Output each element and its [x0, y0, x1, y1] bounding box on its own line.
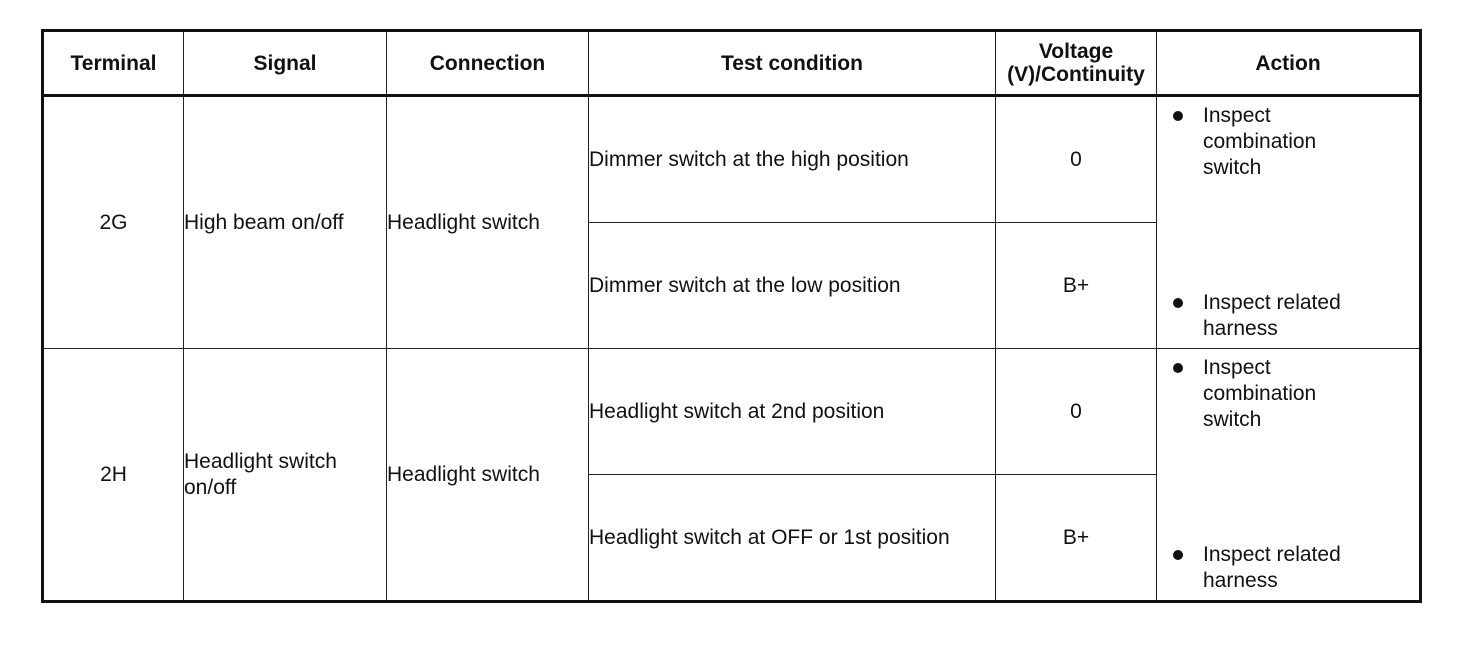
signal-cell: Headlight switch on/off	[184, 349, 387, 602]
test-condition-cell: Headlight switch at 2nd position	[589, 349, 996, 475]
action-text: Inspect combination switch	[1203, 104, 1317, 179]
header-signal: Signal	[184, 31, 387, 96]
action-text: Inspect combination switch	[1203, 356, 1317, 431]
header-row	[43, 31, 1421, 96]
action-item	[1173, 103, 1363, 181]
table-row	[43, 96, 1421, 223]
connection-cell: Headlight switch	[387, 96, 589, 349]
bullet-icon	[1173, 550, 1183, 560]
header-action: Action	[1157, 31, 1421, 96]
voltage-cell: 0	[996, 349, 1157, 475]
bullet-icon	[1173, 111, 1183, 121]
action-cell	[1157, 349, 1421, 602]
bullet-icon	[1173, 298, 1183, 308]
header-voltage-line2: (V)/Continuity	[1007, 63, 1145, 86]
header-voltage	[996, 31, 1157, 96]
test-condition-cell: Headlight switch at OFF or 1st position	[589, 475, 996, 602]
header-test-condition: Test condition	[589, 31, 996, 96]
action-text: Inspect related harness	[1203, 543, 1341, 592]
connection-cell: Headlight switch	[387, 349, 589, 602]
action-cell	[1157, 96, 1421, 349]
header-terminal: Terminal	[43, 31, 184, 96]
terminal-inspection-table	[41, 29, 1422, 603]
voltage-cell: 0	[996, 96, 1157, 223]
terminal-cell: 2H	[43, 349, 184, 602]
action-item	[1173, 355, 1363, 433]
test-condition-cell: Dimmer switch at the high position	[589, 96, 996, 223]
voltage-cell: B+	[996, 223, 1157, 349]
signal-cell: High beam on/off	[184, 96, 387, 349]
header-voltage-line1: Voltage	[1038, 40, 1114, 63]
test-condition-cell: Dimmer switch at the low position	[589, 223, 996, 349]
bullet-icon	[1173, 363, 1183, 373]
action-item	[1173, 542, 1363, 594]
voltage-cell: B+	[996, 475, 1157, 602]
action-item	[1173, 290, 1363, 342]
terminal-cell: 2G	[43, 96, 184, 349]
action-text: Inspect related harness	[1203, 291, 1341, 340]
header-connection: Connection	[387, 31, 589, 96]
table-row	[43, 349, 1421, 475]
